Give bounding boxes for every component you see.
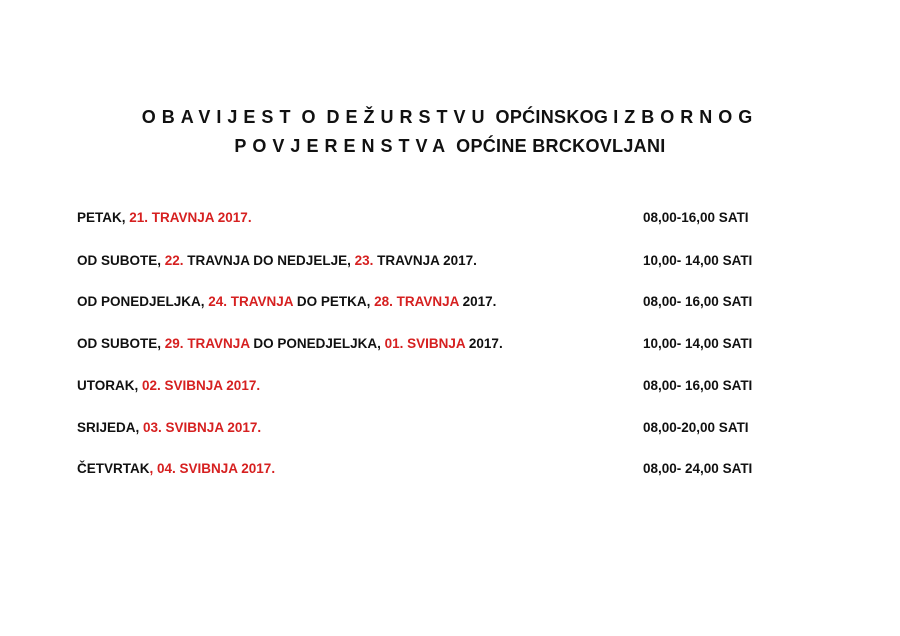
day-text: PETAK, — [77, 210, 130, 225]
date-highlight: , 04. SVIBNJA 2017. — [149, 461, 276, 476]
date-highlight: 24. TRAVNJA — [208, 294, 294, 309]
date-highlight: 28. TRAVNJA — [374, 294, 459, 309]
day-text: UTORAK, — [77, 378, 143, 393]
day-text: TRAVNJA DO NEDJELJE, — [183, 253, 355, 268]
schedule-day — [77, 376, 260, 396]
schedule-row — [0, 251, 900, 271]
schedule-hours: 08,00-16,00 SATI — [643, 210, 749, 225]
schedule-row — [0, 208, 900, 228]
schedule-hours: 08,00- 16,00 SATI — [643, 294, 753, 309]
schedule-row — [0, 376, 900, 396]
title-word: OBAVIJEST — [141, 107, 297, 127]
schedule-hours: 08,00- 24,00 SATI — [643, 461, 753, 476]
title-word: DEŽURSTVU — [326, 107, 491, 127]
title-word: OPĆINSKOG — [495, 107, 609, 127]
title-line-1 — [0, 106, 900, 128]
day-text: DO PETKA, — [293, 294, 375, 309]
schedule-day — [77, 208, 252, 228]
schedule-hours: 08,00- 16,00 SATI — [643, 378, 753, 393]
title-word: OPĆINE BRCKOVLJANI — [456, 136, 666, 156]
schedule-row — [0, 292, 900, 312]
title-word: IZBORNOG — [613, 107, 759, 127]
date-highlight: 22. — [164, 253, 184, 268]
title-word: POVJERENSTVA — [234, 136, 452, 156]
day-text: OD PONEDJELJKA, — [77, 294, 209, 309]
date-highlight: 03. SVIBNJA 2017. — [143, 420, 262, 435]
schedule-row — [0, 418, 900, 438]
schedule-day — [77, 459, 275, 479]
schedule-row — [0, 334, 900, 354]
schedule-row — [0, 459, 900, 479]
day-text: TRAVNJA 2017. — [373, 253, 477, 268]
day-text: OD SUBOTE, — [77, 253, 165, 268]
day-text: SRIJEDA, — [77, 420, 144, 435]
title-word: O — [301, 107, 322, 127]
day-text: 2017. — [458, 294, 497, 309]
date-highlight: 21. TRAVNJA 2017. — [129, 210, 252, 225]
date-highlight: 29. — [164, 336, 184, 351]
date-highlight: 02. SVIBNJA 2017. — [142, 378, 261, 393]
title-line-2 — [0, 135, 900, 157]
date-highlight: 01. SVIBNJA — [384, 336, 466, 351]
date-highlight: 23. — [354, 253, 374, 268]
schedule-day — [77, 334, 503, 354]
schedule-hours: 10,00- 14,00 SATI — [643, 336, 753, 351]
day-text: ČETVRTAK — [77, 461, 150, 476]
day-text: 2017. — [465, 336, 503, 351]
schedule-hours: 10,00- 14,00 SATI — [643, 253, 753, 268]
schedule-day — [77, 292, 496, 312]
day-text: DO PONEDJELJKA, — [249, 336, 385, 351]
schedule-hours: 08,00-20,00 SATI — [643, 420, 749, 435]
date-highlight: TRAVNJA — [187, 336, 250, 351]
day-text: OD SUBOTE, — [77, 336, 165, 351]
schedule-day — [77, 418, 261, 438]
schedule-day — [77, 251, 477, 271]
